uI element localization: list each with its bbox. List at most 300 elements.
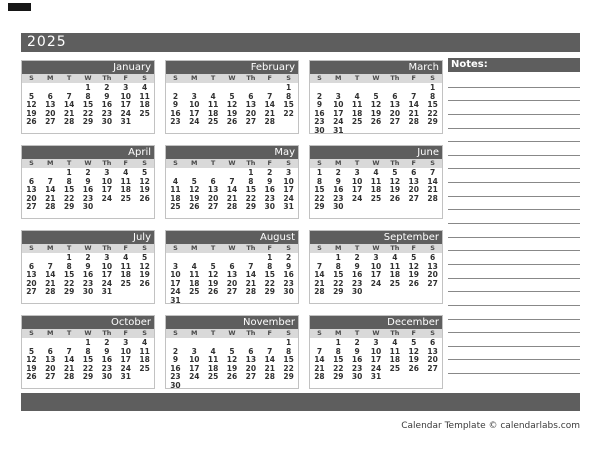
date-cell: 17 xyxy=(101,270,113,280)
date-cell xyxy=(135,203,154,212)
day-header-cell: T xyxy=(354,74,360,82)
day-header-cell: T xyxy=(210,74,216,82)
note-line xyxy=(448,74,580,88)
day-of-week-row xyxy=(22,159,154,168)
date-cell: 12 xyxy=(26,100,37,110)
date-cell: 16 xyxy=(283,270,294,280)
date-cell: 7 xyxy=(248,261,254,271)
date-cell: 4 xyxy=(172,176,179,186)
day-header-cell: F xyxy=(123,244,128,252)
week-row xyxy=(166,373,298,382)
month-september xyxy=(309,230,443,304)
date-cell: 30 xyxy=(101,117,113,127)
date-cell: 13 xyxy=(408,176,419,186)
date-cell: 22 xyxy=(314,193,325,203)
date-cell: 6 xyxy=(47,346,53,356)
date-cell: 19 xyxy=(226,363,238,373)
date-cell xyxy=(423,373,442,382)
week-row xyxy=(166,297,298,304)
day-header-cell: S xyxy=(29,329,34,337)
date-cell: 29 xyxy=(63,202,75,212)
date-cell: 25 xyxy=(370,193,382,203)
date-cell: 15 xyxy=(427,100,438,110)
date-cell: 13 xyxy=(45,100,56,110)
note-line xyxy=(448,347,580,361)
date-cell: 11 xyxy=(120,261,131,271)
date-cell: 20 xyxy=(207,193,219,203)
date-cell: 14 xyxy=(427,176,438,186)
month-july xyxy=(21,230,155,304)
day-header-cell: M xyxy=(191,329,198,337)
date-cell xyxy=(348,203,367,212)
date-cell: 27 xyxy=(427,363,438,373)
date-cell: 25 xyxy=(120,193,131,203)
week-row xyxy=(310,118,442,127)
date-cell: 23 xyxy=(351,278,363,288)
date-cell: 24 xyxy=(370,278,382,288)
day-header-cell: Th xyxy=(102,74,112,82)
date-cell: 20 xyxy=(45,363,56,373)
date-cell: 18 xyxy=(389,270,401,280)
date-cell: 30 xyxy=(264,202,275,212)
date-cell: 4 xyxy=(392,338,398,347)
day-header-cell: F xyxy=(123,159,128,167)
date-cell: 23 xyxy=(170,372,181,382)
date-cell: 23 xyxy=(351,363,363,373)
date-cell: 5 xyxy=(210,261,216,271)
date-cell: 10 xyxy=(370,346,382,356)
bottom-bar xyxy=(21,393,580,411)
date-cell: 26 xyxy=(226,372,238,382)
date-cell: 26 xyxy=(139,193,150,203)
date-cell: 18 xyxy=(370,185,382,195)
date-cell: 5 xyxy=(411,338,417,347)
day-header-cell: F xyxy=(267,74,272,82)
date-cell: 7 xyxy=(66,91,72,101)
footer-credit: Calendar Template © calendarlabs.com xyxy=(401,421,580,431)
date-cell: 15 xyxy=(63,270,75,280)
date-cell: 22 xyxy=(82,363,94,373)
date-cell: 21 xyxy=(264,363,275,373)
day-header-cell: M xyxy=(191,159,198,167)
day-header-cell: S xyxy=(317,329,322,337)
date-cell: 9 xyxy=(85,176,91,186)
day-of-week-row xyxy=(166,244,298,253)
date-cell: 7 xyxy=(429,168,436,177)
day-header-cell: Th xyxy=(246,159,256,167)
date-cell: 1 xyxy=(66,253,72,262)
date-cell: 3 xyxy=(123,338,129,347)
date-cell: 24 xyxy=(101,193,113,203)
date-cell: 6 xyxy=(248,346,254,356)
date-cell: 18 xyxy=(139,100,150,110)
date-cell: 23 xyxy=(264,193,275,203)
year-title: 2025 xyxy=(27,34,67,50)
month-title: August xyxy=(166,231,298,244)
date-cell: 29 xyxy=(82,117,94,127)
date-cell: 7 xyxy=(411,91,417,101)
day-header-cell: T xyxy=(210,329,216,337)
date-cell: 12 xyxy=(189,185,200,195)
day-header-cell: S xyxy=(29,159,34,167)
date-cell: 22 xyxy=(264,278,275,288)
date-cell: 27 xyxy=(207,202,219,212)
day-header-cell: Th xyxy=(102,244,112,252)
date-cell: 27 xyxy=(427,278,438,288)
day-header-cell: Th xyxy=(390,329,400,337)
date-cell: 6 xyxy=(248,91,254,101)
day-header-cell: F xyxy=(411,244,416,252)
date-cell: 1 xyxy=(85,338,91,347)
date-cell xyxy=(223,382,242,389)
date-cell: 20 xyxy=(226,278,238,288)
date-cell: 15 xyxy=(264,270,275,280)
date-cell: 3 xyxy=(123,83,129,92)
date-cell: 1 xyxy=(66,168,72,177)
month-title: March xyxy=(310,61,442,74)
date-cell: 17 xyxy=(351,185,363,195)
day-of-week-row xyxy=(166,329,298,338)
date-cell: 1 xyxy=(335,338,341,347)
month-april xyxy=(21,145,155,219)
date-cell: 21 xyxy=(63,363,75,373)
date-cell: 25 xyxy=(120,278,131,288)
date-cell: 4 xyxy=(354,91,360,101)
date-cell: 4 xyxy=(210,346,216,356)
date-cell: 13 xyxy=(245,100,257,110)
date-cell: 29 xyxy=(264,287,275,297)
year-header-bar xyxy=(21,33,580,52)
day-header-cell: F xyxy=(267,159,272,167)
date-cell: 21 xyxy=(45,278,56,288)
date-cell: 17 xyxy=(120,355,131,365)
date-cell: 10 xyxy=(101,261,113,271)
date-cell: 2 xyxy=(354,253,360,262)
day-header-cell: M xyxy=(191,74,198,82)
day-of-week-row xyxy=(166,159,298,168)
week-row xyxy=(310,280,442,289)
date-cell: 12 xyxy=(408,261,419,271)
date-cell: 27 xyxy=(245,117,257,127)
date-cell: 15 xyxy=(333,355,344,365)
date-cell: 28 xyxy=(63,372,75,382)
date-cell: 29 xyxy=(82,372,94,382)
day-header-cell: S xyxy=(317,244,322,252)
date-cell: 16 xyxy=(264,185,275,195)
date-cell: 24 xyxy=(189,372,200,382)
day-header-cell: W xyxy=(84,74,92,82)
date-cell: 12 xyxy=(226,100,238,110)
note-line xyxy=(448,156,580,170)
day-header-cell: Th xyxy=(246,329,256,337)
date-cell: 29 xyxy=(245,202,257,212)
date-cell: 31 xyxy=(283,202,294,212)
date-cell: 13 xyxy=(226,270,238,280)
date-cell: 30 xyxy=(82,287,94,297)
month-dates xyxy=(166,338,298,389)
date-cell: 27 xyxy=(245,372,257,382)
date-cell: 23 xyxy=(170,117,181,127)
day-header-cell: S xyxy=(286,329,291,337)
date-cell: 16 xyxy=(101,355,113,365)
date-cell: 7 xyxy=(316,261,323,271)
date-cell: 24 xyxy=(120,363,131,373)
date-cell: 1 xyxy=(335,253,341,262)
date-cell: 2 xyxy=(316,91,323,101)
date-cell: 15 xyxy=(283,355,294,365)
date-cell: 13 xyxy=(207,185,219,195)
date-cell: 10 xyxy=(283,176,294,186)
day-of-week-row xyxy=(22,74,154,83)
note-line xyxy=(448,224,580,238)
date-cell: 2 xyxy=(85,168,91,177)
date-cell: 11 xyxy=(170,185,181,195)
date-cell: 4 xyxy=(392,253,398,262)
date-cell: 10 xyxy=(189,355,200,365)
date-cell: 29 xyxy=(314,202,325,212)
date-cell xyxy=(423,203,442,212)
date-cell: 11 xyxy=(189,270,200,280)
date-cell: 9 xyxy=(335,176,341,186)
date-cell: 29 xyxy=(333,287,344,297)
date-cell: 24 xyxy=(351,193,363,203)
date-cell: 4 xyxy=(141,83,148,92)
note-line xyxy=(448,142,580,156)
date-cell: 20 xyxy=(26,278,37,288)
date-cell: 12 xyxy=(408,346,419,356)
date-cell: 26 xyxy=(408,363,419,373)
date-cell: 20 xyxy=(245,108,257,118)
date-cell: 28 xyxy=(314,372,325,382)
date-cell: 19 xyxy=(408,270,419,280)
date-cell: 28 xyxy=(45,287,56,297)
date-cell: 18 xyxy=(120,270,131,280)
day-header-cell: S xyxy=(142,244,147,252)
date-cell: 9 xyxy=(85,261,91,271)
week-row xyxy=(166,203,298,212)
date-cell: 26 xyxy=(26,117,37,127)
day-header-cell: S xyxy=(173,244,178,252)
day-header-cell: F xyxy=(267,244,272,252)
date-cell: 15 xyxy=(82,100,94,110)
date-cell: 27 xyxy=(389,117,401,127)
date-cell: 30 xyxy=(82,202,94,212)
day-of-week-row xyxy=(310,159,442,168)
date-cell: 26 xyxy=(139,278,150,288)
date-cell: 25 xyxy=(139,108,150,118)
note-line xyxy=(448,360,580,374)
date-cell: 28 xyxy=(264,372,275,382)
date-cell: 3 xyxy=(104,168,110,177)
day-header-cell: Th xyxy=(390,159,400,167)
week-row xyxy=(22,288,154,297)
day-header-cell: F xyxy=(411,74,416,82)
date-cell: 26 xyxy=(26,372,37,382)
date-cell xyxy=(241,297,260,304)
date-cell: 31 xyxy=(370,372,382,382)
date-cell: 12 xyxy=(139,176,150,186)
date-cell: 2 xyxy=(172,346,179,356)
week-row xyxy=(310,195,442,204)
date-cell: 28 xyxy=(226,202,238,212)
day-header-cell: W xyxy=(372,329,380,337)
date-cell: 4 xyxy=(191,261,197,271)
date-cell: 18 xyxy=(139,355,150,365)
date-cell: 4 xyxy=(123,168,129,177)
date-cell: 16 xyxy=(101,100,113,110)
week-row xyxy=(310,127,442,134)
month-february xyxy=(165,60,299,134)
day-header-cell: W xyxy=(228,159,236,167)
date-cell: 10 xyxy=(370,261,382,271)
date-cell xyxy=(204,382,223,389)
date-cell: 17 xyxy=(370,270,382,280)
day-of-week-row xyxy=(166,74,298,83)
date-cell: 16 xyxy=(170,108,181,118)
date-cell: 23 xyxy=(333,193,344,203)
date-cell: 4 xyxy=(123,253,129,262)
date-cell: 20 xyxy=(26,193,37,203)
date-cell: 27 xyxy=(26,202,37,212)
date-cell: 26 xyxy=(389,193,401,203)
week-row xyxy=(166,118,298,127)
day-header-cell: T xyxy=(66,329,72,337)
day-header-cell: T xyxy=(354,244,360,252)
date-cell: 13 xyxy=(26,270,37,280)
date-cell: 19 xyxy=(226,108,238,118)
date-cell: 27 xyxy=(226,287,238,297)
date-cell: 12 xyxy=(139,261,150,271)
date-cell: 16 xyxy=(333,185,344,195)
week-row xyxy=(22,373,154,382)
date-cell: 27 xyxy=(45,372,56,382)
day-header-cell: S xyxy=(173,159,178,167)
date-cell: 15 xyxy=(333,270,344,280)
date-cell: 25 xyxy=(351,117,363,127)
date-cell: 28 xyxy=(427,193,438,203)
date-cell: 12 xyxy=(389,176,401,186)
date-cell: 28 xyxy=(45,202,56,212)
month-dates xyxy=(166,83,298,127)
date-cell: 6 xyxy=(429,338,436,347)
date-cell: 30 xyxy=(351,287,363,297)
date-cell: 24 xyxy=(189,117,200,127)
day-header-cell: W xyxy=(372,159,380,167)
date-cell: 25 xyxy=(389,363,401,373)
date-cell: 18 xyxy=(120,185,131,195)
date-cell: 11 xyxy=(120,176,131,186)
date-cell: 2 xyxy=(285,253,292,262)
day-header-cell: M xyxy=(47,329,54,337)
date-cell: 25 xyxy=(207,372,219,382)
day-header-cell: T xyxy=(354,159,360,167)
date-cell: 26 xyxy=(370,117,382,127)
date-cell: 17 xyxy=(370,355,382,365)
day-header-cell: S xyxy=(142,74,147,82)
date-cell: 30 xyxy=(333,202,344,212)
date-cell: 11 xyxy=(389,346,401,356)
month-may xyxy=(165,145,299,219)
date-cell: 19 xyxy=(26,108,37,118)
date-cell: 18 xyxy=(207,108,219,118)
date-cell: 5 xyxy=(392,168,398,177)
week-row xyxy=(22,118,154,127)
date-cell: 1 xyxy=(85,83,91,92)
date-cell: 26 xyxy=(226,117,238,127)
date-cell: 26 xyxy=(189,202,200,212)
date-cell: 5 xyxy=(191,176,197,186)
date-cell: 30 xyxy=(101,372,113,382)
date-cell: 18 xyxy=(351,108,363,118)
month-dates xyxy=(310,168,442,212)
date-cell: 8 xyxy=(285,346,292,356)
date-cell xyxy=(385,127,404,134)
date-cell: 29 xyxy=(427,117,438,127)
day-header-cell: W xyxy=(84,244,92,252)
date-cell: 14 xyxy=(45,270,56,280)
date-cell: 23 xyxy=(101,363,113,373)
date-cell: 22 xyxy=(283,363,294,373)
month-march xyxy=(309,60,443,134)
date-cell: 21 xyxy=(245,278,257,288)
note-line xyxy=(448,129,580,143)
date-cell: 11 xyxy=(207,355,219,365)
date-cell xyxy=(260,382,279,389)
date-cell: 20 xyxy=(408,185,419,195)
date-cell xyxy=(116,203,135,212)
date-cell: 21 xyxy=(63,108,75,118)
date-cell: 17 xyxy=(170,278,181,288)
date-cell: 23 xyxy=(314,117,325,127)
date-cell: 2 xyxy=(335,168,341,177)
date-cell: 7 xyxy=(66,346,72,356)
date-cell: 8 xyxy=(429,91,436,101)
day-header-cell: F xyxy=(123,74,128,82)
month-dates xyxy=(22,253,154,297)
date-cell: 5 xyxy=(373,91,379,101)
note-line xyxy=(448,183,580,197)
date-cell: 25 xyxy=(207,117,219,127)
note-line xyxy=(448,306,580,320)
date-cell: 23 xyxy=(283,278,294,288)
date-cell: 6 xyxy=(28,176,35,186)
date-cell: 13 xyxy=(389,100,401,110)
date-cell: 27 xyxy=(408,193,419,203)
date-cell: 29 xyxy=(283,372,294,382)
month-dates xyxy=(310,338,442,382)
date-cell: 2 xyxy=(104,83,110,92)
date-cell xyxy=(385,203,404,212)
day-header-cell: S xyxy=(29,244,34,252)
date-cell: 15 xyxy=(63,185,75,195)
month-title: June xyxy=(310,146,442,159)
day-header-cell: S xyxy=(317,74,322,82)
month-november xyxy=(165,315,299,389)
day-of-week-row xyxy=(310,329,442,338)
date-cell: 25 xyxy=(389,278,401,288)
day-header-cell: T xyxy=(210,244,216,252)
week-row xyxy=(22,203,154,212)
date-cell xyxy=(385,288,404,297)
day-header-cell: S xyxy=(430,244,435,252)
date-cell: 14 xyxy=(314,355,325,365)
day-header-cell: Th xyxy=(246,244,256,252)
date-cell: 19 xyxy=(139,185,150,195)
day-header-cell: T xyxy=(66,244,72,252)
date-cell xyxy=(404,288,423,297)
date-cell: 9 xyxy=(172,355,179,365)
date-cell: 16 xyxy=(170,363,181,373)
